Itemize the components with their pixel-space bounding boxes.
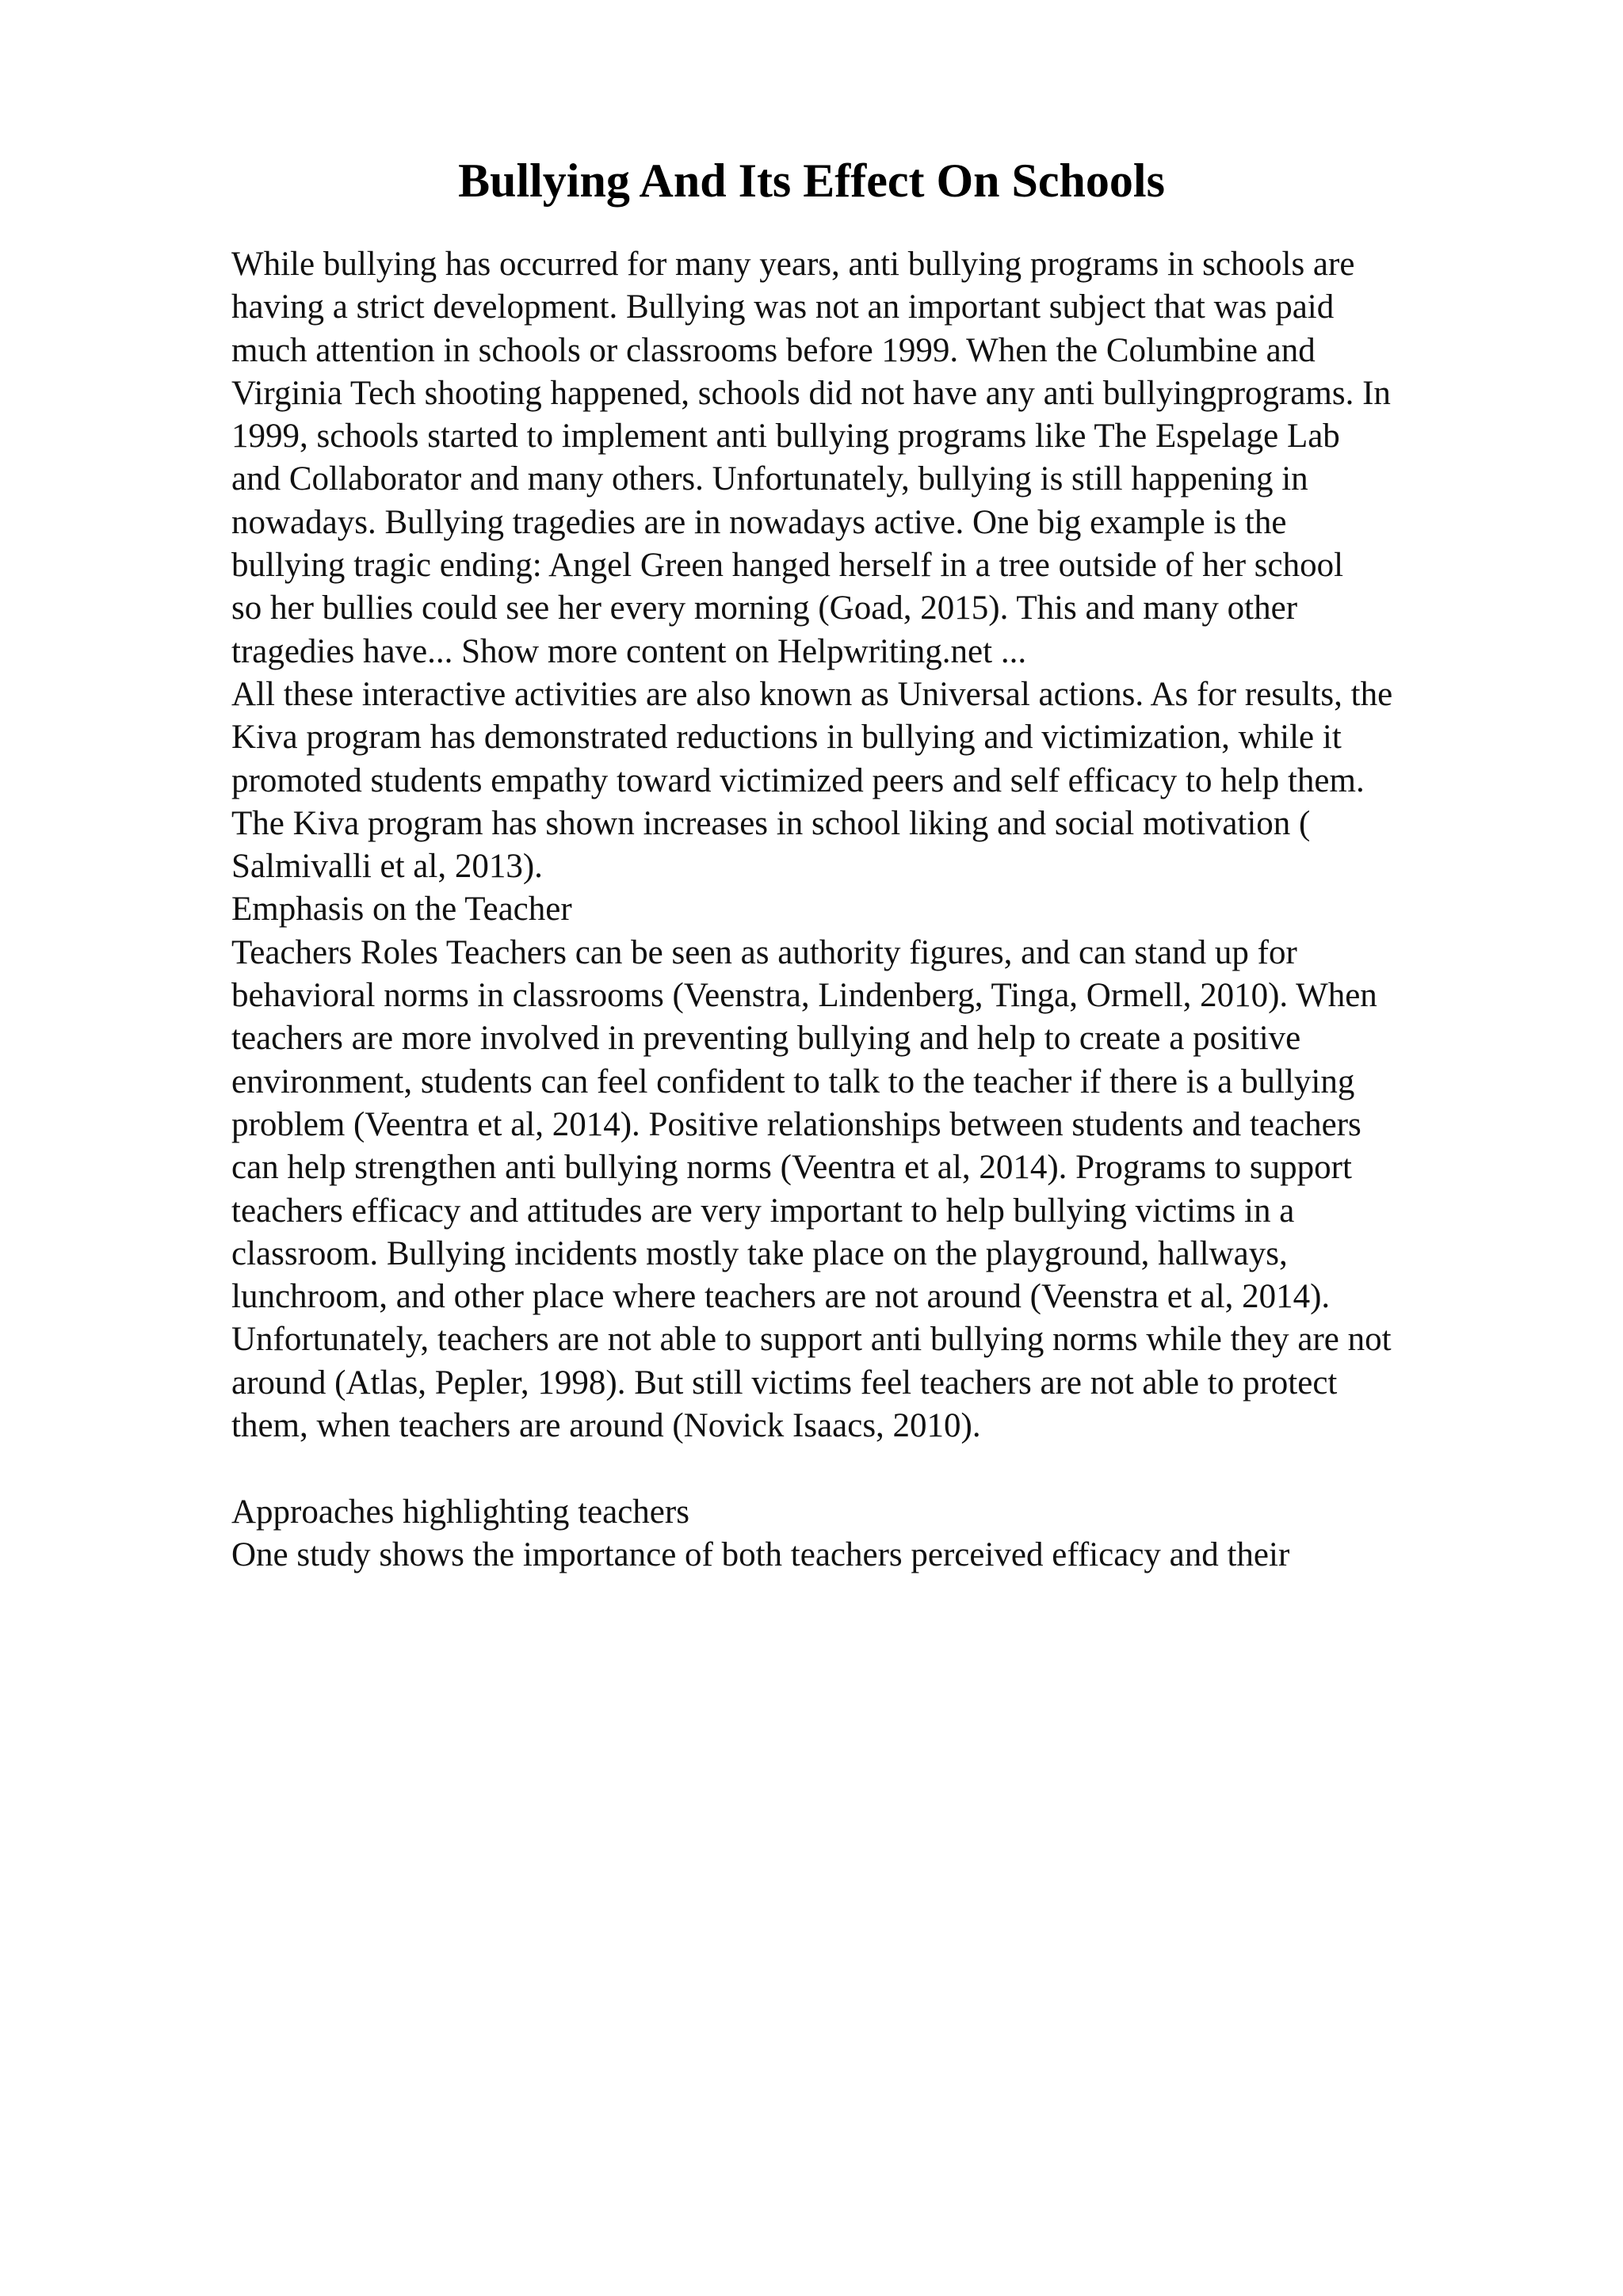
body-line: lunchroom, and other place where teachers are not around (Veenstra et al, 2014). [231,1278,1331,1316]
body-line: them, when teachers are around (Novick Isaacs, 2010). [231,1407,981,1445]
body-line: teachers are more involved in preventing bullying and help to create a positive [231,1020,1301,1058]
body-line: 1999, schools started to implement anti bullying programs like The Espelage Lab [231,418,1340,456]
body-line: classroom. Bullying incidents mostly take place on the playground, hallways, [231,1234,1288,1272]
body-line: behavioral norms in classrooms (Veenstra, Lindenberg, Tinga, Ormell, 2010). When [231,977,1377,1015]
body-line: All these interactive activities are also known as Universal actions. As for results, the [231,675,1393,713]
body-line: problem (Veentra et al, 2014). Positive relationships between students and teachers [231,1105,1361,1143]
section-heading-emphasis-on-teacher: Emphasis on the Teacher [231,891,572,929]
paragraph-gap [231,1447,1515,1490]
body-line: nowadays. Bullying tragedies are in nowadays active. One big example is the [231,503,1287,541]
body-line: tragedies have... Show more content on Helpwriting.net ... [231,632,1027,670]
body-line: can help strengthen anti bullying norms (Veentra et al, 2014). Programs to support [231,1149,1352,1187]
section-heading-approaches: Approaches highlighting teachers [231,1493,689,1531]
body-line: Teachers Roles Teachers can be seen as authority figures, and can stand up for [231,933,1297,971]
body-line: promoted students empathy toward victimized peers and self efficacy to help them. [231,761,1365,799]
body-line: so her bullies could see her every morning (Goad, 2015). This and many other [231,589,1298,627]
body-line: having a strict development. Bullying was not an important subject that was paid [231,288,1335,326]
body-line: One study shows the importance of both teachers perceived efficacy and their [231,1535,1290,1573]
document-body [231,243,1515,1577]
body-line: much attention in schools or classrooms before 1999. When the Columbine and [231,331,1316,369]
body-line: While bullying has occurred for many years, anti bullying programs in schools are [231,246,1355,283]
body-line: and Collaborator and many others. Unfortunately, bullying is still happening in [231,460,1308,498]
body-line: around (Atlas, Pepler, 1998). But still victims feel teachers are not able to protect [231,1363,1338,1402]
body-line: Unfortunately, teachers are not able to support anti bullying norms while they are not [231,1321,1392,1359]
body-line: bullying tragic ending: Angel Green hanged herself in a tree outside of her school [231,547,1344,585]
body-line: The Kiva program has shown increases in school liking and social motivation ( [231,804,1311,842]
body-line: environment, students can feel confident to talk to the teacher if there is a bullying [231,1062,1355,1100]
body-line: Kiva program has demonstrated reductions in bullying and victimization, while it [231,719,1342,757]
body-line: Virginia Tech shooting happened, schools did not have any anti bullyingprograms. In [231,374,1391,412]
body-line: Salmivalli et al, 2013). [231,848,543,886]
body-line: teachers efficacy and attitudes are very important to help bullying victims in a [231,1192,1295,1230]
document-title: Bullying And Its Effect On Schools [458,154,1165,207]
